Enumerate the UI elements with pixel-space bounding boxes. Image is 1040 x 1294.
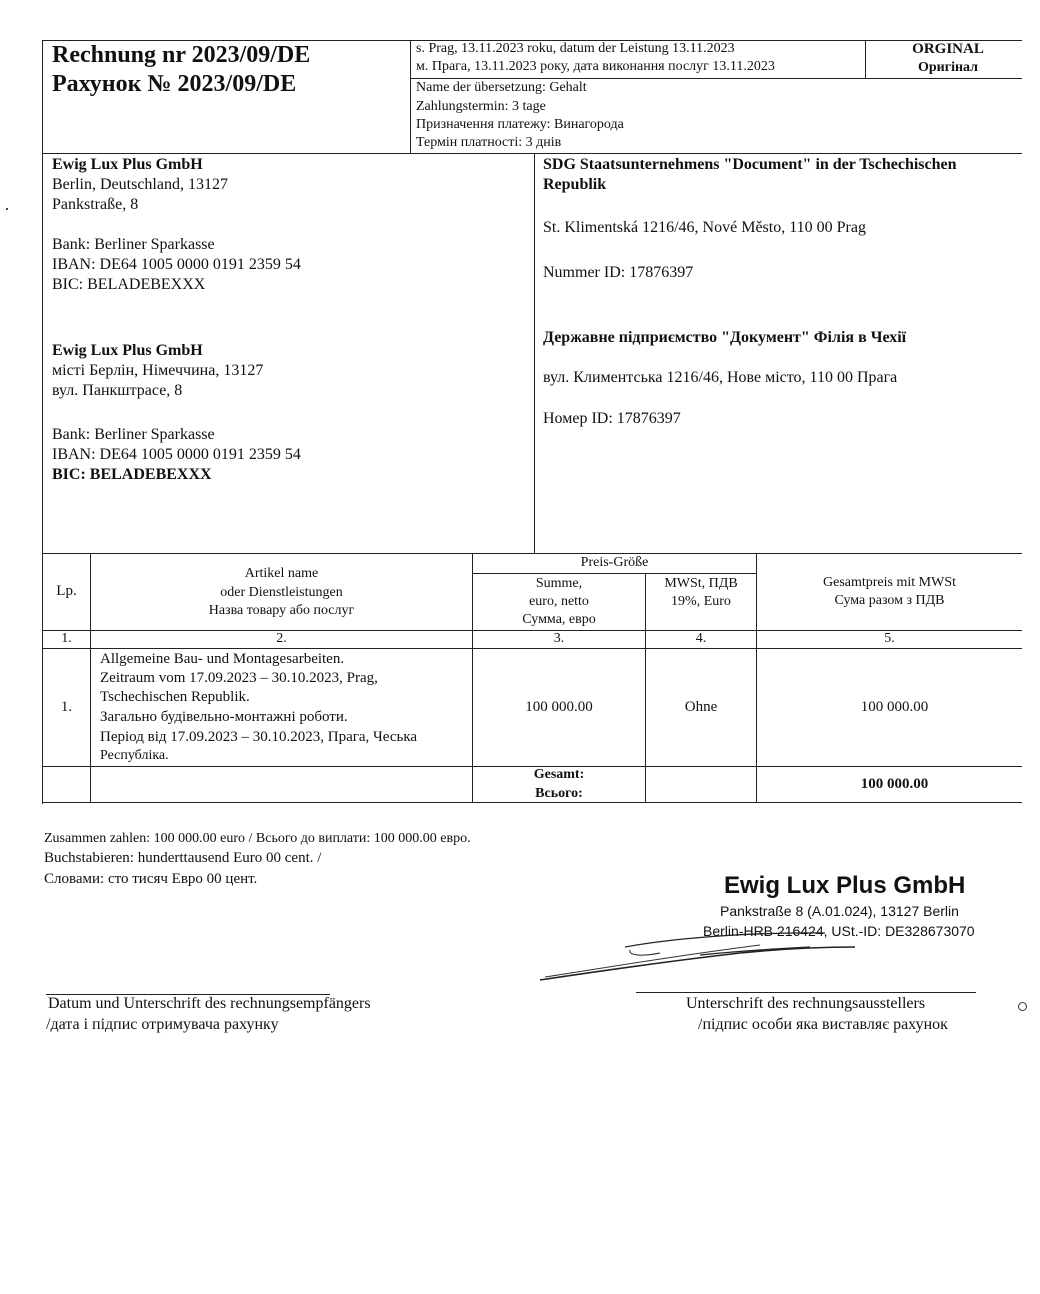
col-header-name-2: oder Dienstleistungen [220, 585, 343, 600]
col-header-name-3: Назва товару або послуг [208, 603, 355, 618]
payment-terms-ua: Термін платності: 3 днів [416, 135, 562, 150]
row-desc-line: Zeitraum vom 17.09.2023 – 30.10.2023, Prag, [100, 670, 378, 686]
col-header-total-2: Сума разом з ПДВ [834, 593, 945, 608]
row-desc-line: Allgemeine Bau- und Montagesarbeiten. [100, 651, 345, 667]
amount-in-words-ua: Словами: сто тисяч Евро 00 цент. [44, 871, 258, 887]
recipient-signature-label-ua: /дата і підпис отримувача рахунку [46, 1016, 279, 1033]
seller-bic-de: BIC: BELADEBEXXX [52, 276, 206, 293]
row-lp: 1. [60, 699, 73, 715]
row-desc-line: Загально будівельно-монтажні роботи. [100, 709, 348, 725]
seller-bank-ua: Bank: Berliner Sparkasse [52, 426, 215, 443]
col-header-sum-1: Summe, [535, 576, 583, 591]
buyer-name-de: SDG Staatsunternehmens "Document" in der Tschechischen [543, 156, 957, 173]
invoice-title-de: Rechnung nr 2023/09/DE [52, 42, 311, 68]
col-header-price-group: Preis-Größe [580, 555, 649, 570]
issuer-signature-label-ua: /підпис особи яка виставляє рахунок [698, 1016, 948, 1033]
seller-city-ua: місті Берлін, Німеччина, 13127 [52, 362, 264, 379]
row-desc-line: Tschechischen Republik. [100, 689, 250, 705]
total-label-de: Gesamt: [533, 767, 585, 782]
col-num: 2. [276, 631, 287, 646]
col-header-sum-2: euro, netto [529, 594, 589, 609]
row-total: 100 000.00 [860, 699, 929, 715]
seller-iban-de: IBAN: DE64 1005 0000 0191 2359 54 [52, 256, 301, 273]
col-num: 1. [61, 631, 72, 646]
amount-in-words-de: Buchstabieren: hunderttausend Euro 00 cent. / [44, 850, 322, 866]
payment-purpose-ua: Призначення платежу: Винагорода [416, 117, 624, 132]
amount-to-pay: Zusammen zahlen: 100 000.00 euro / Всього до виплати: 100 000.00 евро. [44, 831, 471, 846]
col-header-vat-1: MWSt, ПДВ [664, 576, 738, 591]
recipient-signature-label-de: Datum und Unterschrift des rechnungsempfängers [48, 995, 371, 1012]
seller-bank-de: Bank: Berliner Sparkasse [52, 236, 215, 253]
issuer-signature [530, 925, 860, 990]
buyer-id-de: Nummer ID: 17876397 [543, 264, 694, 281]
buyer-address-ua: вул. Климентська 1216/46, Нове місто, 110 00 Прага [543, 369, 898, 386]
col-num: 5. [884, 631, 895, 646]
total-value: 100 000.00 [860, 776, 929, 792]
col-num: 3. [553, 631, 565, 646]
buyer-address-de: St. Klimentská 1216/46, Nové Město, 110 00 Prag [543, 219, 866, 236]
payment-purpose-de: Name der übersetzung: Gehalt [416, 80, 587, 95]
row-desc-line: Період від 17.09.2023 – 30.10.2023, Прага, Чеська [100, 729, 418, 745]
stamp-address: Pankstraße 8 (A.01.024), 13127 Berlin [720, 903, 959, 919]
seller-iban-ua: IBAN: DE64 1005 0000 0191 2359 54 [52, 446, 301, 463]
stamp-company-name: Ewig Lux Plus GmbH [724, 872, 966, 899]
row-sum: 100 000.00 [525, 699, 593, 715]
date-line-ua: м. Прага, 13.11.2023 року, дата виконання послуг 13.11.2023 [416, 59, 775, 74]
stamp-registration: Berlin-HRB 216424, USt.-ID: DE328673070 [703, 923, 975, 939]
payment-terms-de: Zahlungstermin: 3 tage [416, 99, 546, 114]
col-header-sum-3: Сумма, евро [522, 612, 596, 627]
buyer-name-ua: Державне підприємство "Документ" Філія в Чехії [543, 329, 907, 346]
col-header-vat-2: 19%, Euro [671, 594, 731, 609]
date-line-de: s. Prag, 13.11.2023 roku, datum der Leistung 13.11.2023 [416, 41, 735, 56]
seller-name-ua: Ewig Lux Plus GmbH [52, 342, 203, 359]
issuer-signature-label-de: Unterschrift des rechnungsausstellers [686, 995, 926, 1012]
seller-bic-ua: BIC: BELADEBEXXX [52, 466, 212, 483]
col-num: 4. [695, 631, 707, 646]
col-header-total-1: Gesamtpreis mit MWSt [823, 575, 956, 590]
seller-street-de: Pankstraße, 8 [52, 196, 139, 213]
row-vat: Ohne [684, 699, 718, 715]
row-desc-line: Республіка. [100, 748, 169, 763]
scan-dot [6, 208, 8, 210]
original-label-ua: Оригінал [917, 60, 979, 75]
seller-name-de: Ewig Lux Plus GmbH [52, 156, 203, 173]
scan-mark [1018, 1002, 1027, 1011]
seller-street-ua: вул. Панкштрасе, 8 [52, 382, 183, 399]
col-header-lp: Lp. [56, 583, 77, 599]
invoice-title-ua: Рахунок № 2023/09/DE [52, 71, 297, 97]
buyer-name-de-cont: Republik [543, 176, 607, 193]
col-header-name-1: Artikel name [244, 566, 319, 581]
buyer-id-ua: Номер ID: 17876397 [543, 410, 681, 427]
original-label-de: ORGINAL [912, 41, 984, 57]
seller-city-de: Berlin, Deutschland, 13127 [52, 176, 228, 193]
total-label-ua: Всього: [535, 786, 583, 801]
